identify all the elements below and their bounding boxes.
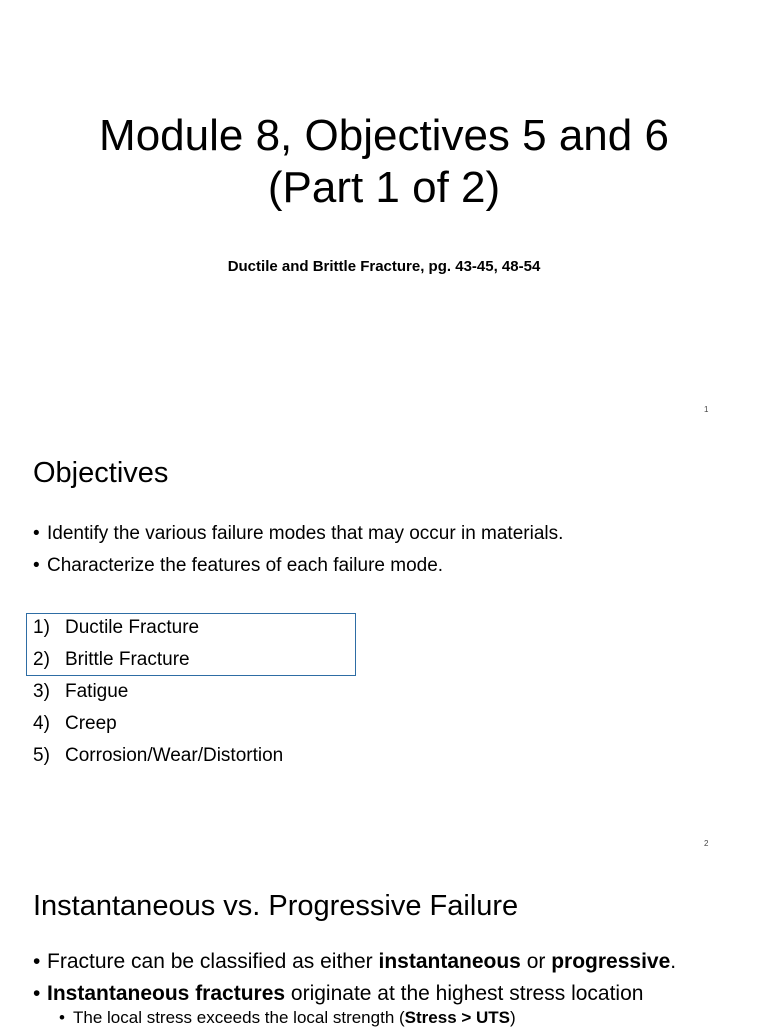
text-run: . bbox=[670, 950, 677, 973]
item-number: 1) bbox=[33, 617, 50, 638]
numbered-item bbox=[33, 644, 283, 676]
text-run: originate at the highest stress location bbox=[285, 982, 644, 1005]
title-line-2: (Part 1 of 2) bbox=[267, 163, 501, 212]
item-number: 3) bbox=[33, 681, 50, 702]
numbered-item bbox=[33, 612, 283, 644]
item-label: Brittle Fracture bbox=[65, 649, 190, 670]
bullet-list bbox=[33, 946, 676, 1010]
title-slide bbox=[0, 0, 768, 432]
text-run: The local stress exceeds the local strength ( bbox=[73, 1008, 405, 1027]
slide-subtitle: Ductile and Brittle Fracture, pg. 43-45, 48-54 bbox=[227, 258, 541, 275]
objectives-slide bbox=[0, 432, 768, 865]
bullet-item bbox=[33, 978, 676, 1010]
bullet-list bbox=[33, 518, 563, 582]
item-label: Creep bbox=[65, 713, 117, 734]
text-run: or bbox=[520, 950, 552, 973]
failure-slide bbox=[0, 865, 768, 1027]
item-number: 5) bbox=[33, 745, 50, 766]
item-label: Ductile Fracture bbox=[65, 617, 200, 638]
slide-heading: Objectives bbox=[33, 457, 169, 489]
text-run: ) bbox=[510, 1008, 516, 1027]
sub-bullet-list bbox=[59, 1007, 516, 1029]
title-line-1: Module 8, Objectives 5 and 6 bbox=[99, 111, 669, 160]
page-number: 1 bbox=[704, 405, 709, 414]
page-number: 2 bbox=[704, 839, 709, 848]
bold-term: Stress > UTS bbox=[404, 1008, 511, 1027]
item-label: Corrosion/Wear/Distortion bbox=[65, 745, 284, 766]
bullet-item: • Characterize the features of each failure mode. bbox=[33, 550, 563, 582]
slide-heading: Instantaneous vs. Progressive Failure bbox=[33, 890, 519, 922]
text-run: Fracture can be classified as either bbox=[47, 950, 379, 973]
numbered-item bbox=[33, 676, 283, 708]
sub-bullet-item bbox=[59, 1007, 516, 1029]
bold-term: progressive bbox=[551, 950, 671, 973]
item-number: 2) bbox=[33, 649, 50, 670]
item-label: Fatigue bbox=[65, 681, 129, 702]
numbered-item bbox=[33, 708, 283, 740]
bullet-item bbox=[33, 946, 676, 978]
numbered-item bbox=[33, 740, 283, 772]
slide-title bbox=[0, 110, 768, 214]
numbered-list bbox=[33, 612, 283, 772]
bold-term: Instantaneous fractures bbox=[47, 982, 286, 1005]
bold-term: instantaneous bbox=[378, 950, 521, 973]
item-number: 4) bbox=[33, 713, 50, 734]
bullet-item: • Identify the various failure modes that may occur in materials. bbox=[33, 518, 563, 550]
